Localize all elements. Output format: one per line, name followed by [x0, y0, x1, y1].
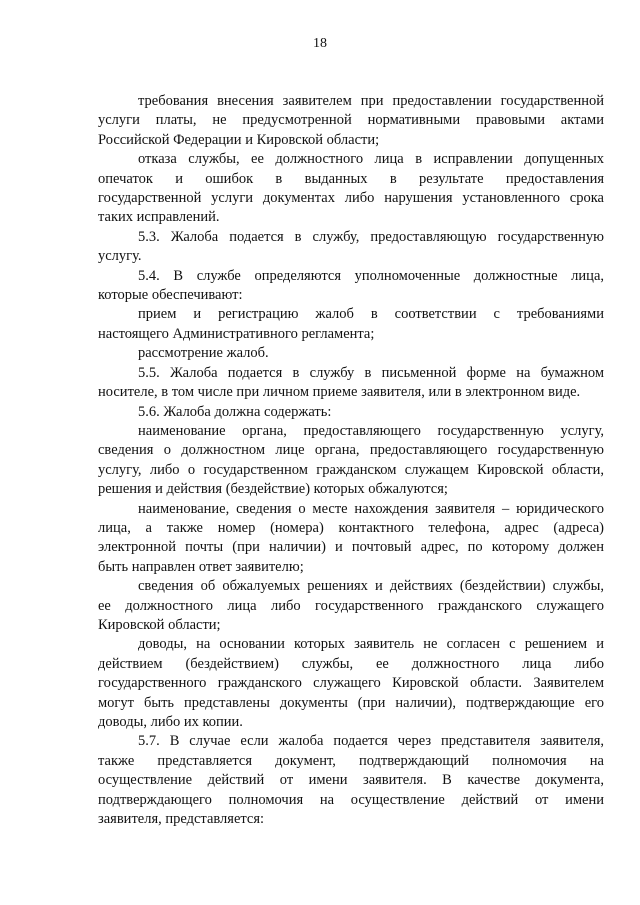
paragraph — [98, 422, 604, 500]
text-line: быть направлен ответ заявителю; — [98, 558, 304, 575]
text-line: электронной почты (при наличии) и почтовый адрес, по которому должен — [98, 539, 604, 556]
text-line: наименование, сведения о месте нахождения заявителя – юридического — [138, 500, 604, 517]
text-line: 5.5. Жалоба подается в службу в письменной форме на бумажном — [138, 364, 604, 381]
text-line: наименование органа, предоставляющего государственную услугу, — [138, 422, 604, 439]
text-line: 5.4. В службе определяются уполномоченные должностные лица, — [138, 267, 604, 284]
text-line: государственной услуги документах либо нарушения установленного срока — [98, 190, 604, 207]
text-line: решения и действия (бездействие) которых обжалуются; — [98, 481, 448, 498]
paragraph — [98, 364, 604, 403]
text-line: опечаток и ошибок в выданных в результате предоставления — [98, 170, 604, 187]
paragraph — [98, 228, 604, 267]
paragraph — [98, 267, 604, 306]
paragraph — [98, 500, 604, 578]
text-line: сведения об обжалуемых решениях и действиях (бездействии) службы, — [138, 578, 604, 595]
text-line: услугу, либо о государственном гражданском служащем Кировской области, — [98, 461, 604, 478]
text-line: осуществление действий от имени заявителя. В качестве документа, — [98, 772, 604, 789]
page-number: 18 — [313, 36, 327, 51]
text-line: прием и регистрацию жалоб в соответствии с требованиями — [138, 306, 604, 323]
text-line: государственного гражданского служащего Кировской области. Заявителем — [98, 675, 604, 692]
text-line: которые обеспечивают: — [98, 287, 243, 304]
text-line: услуги платы, не предусмотренной нормативными правовыми актами — [98, 112, 604, 129]
text-line: заявителя, представляется: — [98, 811, 265, 828]
text-line: также представляется документ, подтверждающий полномочия на — [98, 752, 604, 769]
text-line: ее должностного лица либо государственного гражданского служащего — [98, 597, 604, 614]
text-line: 5.6. Жалоба должна содержать: — [138, 403, 332, 420]
text-line: подтверждающего полномочия на осуществление действий от имени — [98, 791, 604, 808]
text-line: отказа службы, ее должностного лица в исправлении допущенных — [138, 151, 604, 168]
text-line: рассмотрение жалоб. — [138, 345, 269, 362]
paragraph — [98, 732, 604, 829]
text-line: настоящего Административного регламента; — [98, 325, 375, 342]
text-line: 5.7. В случае если жалоба подается через представителя заявителя, — [138, 733, 604, 750]
document-body — [98, 92, 604, 829]
text-line: носителе, в том числе при личном приеме заявителя, или в электронном виде. — [98, 384, 581, 401]
text-line: 5.3. Жалоба подается в службу, предоставляющую государственную — [138, 228, 604, 245]
paragraph — [98, 344, 604, 363]
text-line: требования внесения заявителем при предоставлении государственной — [138, 93, 604, 109]
text-line: услугу. — [98, 248, 142, 265]
text-line: Кировской области; — [98, 616, 221, 633]
paragraph — [98, 305, 604, 344]
text-line: таких исправлений. — [98, 209, 220, 226]
text-line: сведения о должностном лице органа, предоставляющего государственную — [98, 442, 604, 459]
paragraph — [98, 403, 604, 422]
paragraph — [98, 577, 604, 635]
text-line: доводы, на основании которых заявитель не согласен с решением и — [138, 636, 604, 653]
paragraph — [98, 635, 604, 732]
text-line: могут быть представлены документы (при наличии), подтверждающие его — [98, 694, 604, 711]
paragraph — [98, 92, 604, 150]
text-line: Российской Федерации и Кировской области; — [98, 131, 380, 148]
paragraph — [98, 150, 604, 228]
text-line: действием (бездействием) службы, ее должностного лица либо — [98, 655, 604, 672]
text-line: доводы, либо их копии. — [98, 714, 243, 730]
text-line: лица, а также номер (номера) контактного телефона, адрес (адреса) — [98, 519, 604, 536]
